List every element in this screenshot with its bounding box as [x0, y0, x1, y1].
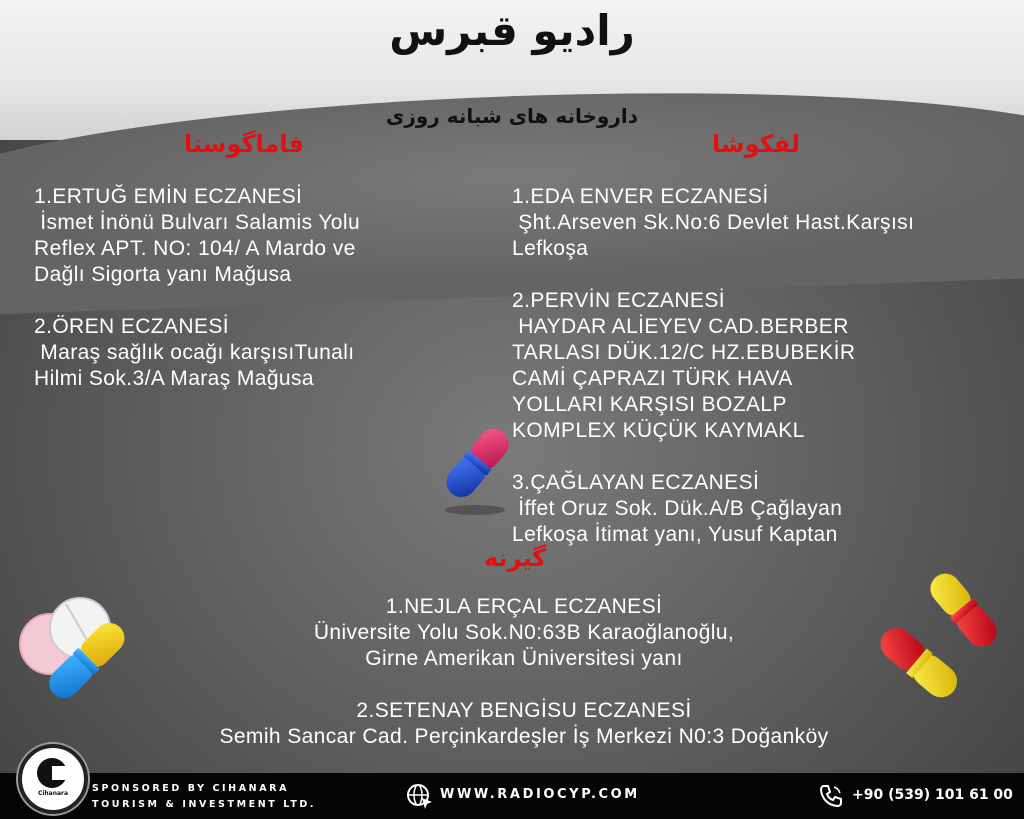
pharmacy-name: 1.NEJLA ERÇAL ECZANESİ — [385, 595, 663, 618]
pharmacy-address-line: Semih Sancar Cad. Perçinkardeşler İş Merkezi N0:3 Doğanköy — [219, 725, 829, 748]
pharmacy-entry — [100, 594, 948, 672]
pharmacy-address-line: Maraş sağlık ocağı karşısıTunalı — [34, 341, 355, 364]
pharmacy-address-line: Lefkoşa İtimat yanı, Yusuf Kaptan — [512, 523, 838, 546]
pharmacy-entry — [512, 288, 1012, 444]
region-famagusta-heading: فاماگوستا — [184, 130, 305, 158]
pharmacy-name: 2.ÖREN ECZANESİ — [34, 315, 230, 338]
sponsor-line-1: SPONSORED BY CIHANARA — [92, 783, 290, 794]
sponsor-text — [92, 781, 316, 813]
website-link[interactable]: WWW.RADIOCYP.COM — [440, 787, 640, 802]
pharmacy-entry — [512, 184, 1012, 262]
pharmacy-address-line: İffet Oruz Sok. Dük.A/B Çağlayan — [512, 497, 843, 520]
pharmacy-address-line: Üniversite Yolu Sok.N0:63B Karaoğlanoğlu, — [313, 621, 735, 644]
sponsor-line-2: TOURISM & INVESTMENT LTD. — [92, 799, 317, 810]
pharmacy-entry — [100, 698, 948, 750]
capsule-icon — [430, 418, 520, 518]
pills-left-icon — [14, 590, 144, 710]
pharmacy-address-line: Şht.Arseven Sk.No:6 Devlet Hast.Karşısı — [512, 211, 915, 234]
pharmacy-name: 2.PERVİN ECZANESİ — [512, 289, 725, 312]
pharmacy-entry — [512, 470, 1012, 548]
footer-bar — [0, 773, 1024, 819]
pharmacy-address-line: YOLLARI KARŞISI BOZALP — [512, 393, 787, 416]
page-title: رادیو قبرس — [389, 6, 635, 55]
girne-list — [100, 594, 948, 750]
lefkosa-list — [512, 184, 1012, 548]
page-subtitle: داروخانه های شبانه روزی — [386, 104, 638, 128]
pharmacy-address-line: Lefkoşa — [512, 237, 589, 260]
region-lefkosa-heading: لفکوشا — [712, 130, 800, 158]
pharmacy-address-line: Girne Amerikan Üniversitesi yanı — [365, 647, 683, 670]
phone-icon — [818, 783, 844, 809]
logo-text: Cihanara — [37, 790, 69, 797]
pills-right-icon — [862, 570, 1012, 710]
pharmacy-address-line: TARLASI DÜK.12/C HZ.EBUBEKİR — [512, 341, 856, 364]
pharmacy-name: 1.ERTUĞ EMİN ECZANESİ — [34, 185, 303, 208]
pharmacy-address-line: İsmet İnönü Bulvarı Salamis Yolu — [34, 211, 361, 234]
globe-cursor-icon — [406, 783, 434, 811]
famagusta-list — [34, 184, 494, 392]
region-girne-heading: گیرنه — [484, 544, 547, 572]
pharmacy-address-line: HAYDAR ALİEYEV CAD.BERBER — [512, 315, 849, 338]
pharmacy-entry — [34, 184, 494, 288]
pharmacy-address-line: KOMPLEX KÜÇÜK KAYMAKL — [512, 419, 805, 442]
pharmacy-entry — [34, 314, 494, 392]
pharmacy-address-line: CAMİ ÇAPRAZI TÜRK HAVA — [512, 367, 793, 390]
pharmacy-name: 2.SETENAY BENGİSU ECZANESİ — [356, 699, 692, 722]
pharmacy-name: 3.ÇAĞLAYAN ECZANESİ — [512, 471, 760, 494]
pharmacy-address-line: Hilmi Sok.3/A Maraş Mağusa — [34, 367, 314, 390]
phone-number[interactable]: +90 (539) 101 61 00 — [852, 787, 1013, 803]
pharmacy-address-line: Dağlı Sigorta yanı Mağusa — [34, 263, 292, 286]
pharmacy-address-line: Reflex APT. NO: 104/ A Mardo ve — [34, 237, 356, 260]
pharmacy-name: 1.EDA ENVER ECZANESİ — [512, 185, 769, 208]
cihanara-logo — [18, 744, 88, 814]
